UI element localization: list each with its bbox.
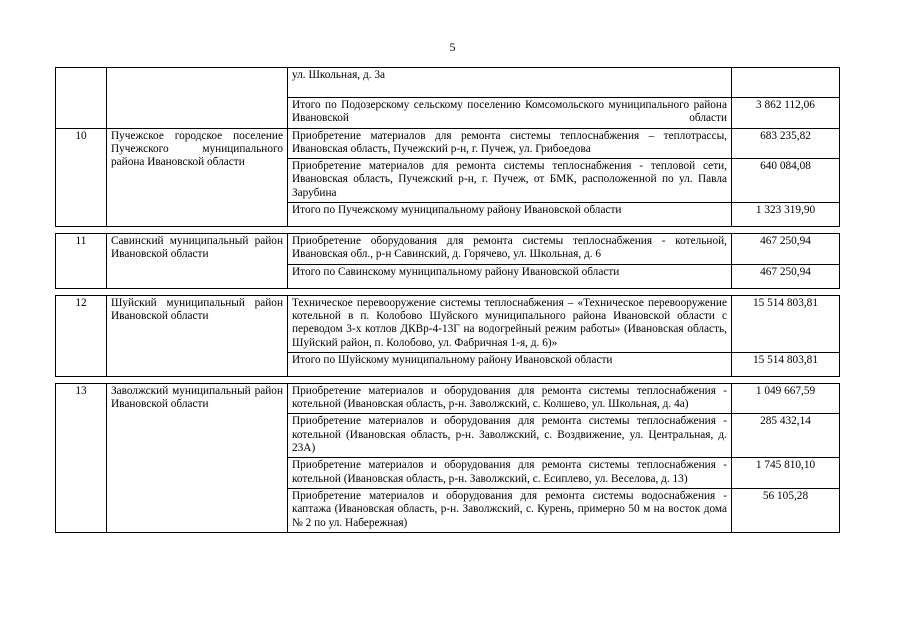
amount: 640 084,08	[732, 159, 840, 203]
subtotal-description: Итого по Подозерскому сельскому поселению Комсомольского муниципального района Ивановской области	[288, 98, 732, 129]
table-row	[56, 234, 840, 265]
row-number	[56, 68, 107, 129]
table-spacer	[56, 288, 840, 295]
amount: 467 250,94	[732, 234, 840, 265]
work-description: Приобретение материалов для ремонта системы теплоснабжения - тепловой сети, Ивановская область, Пучежский р-н, г. Пучеж, от БМК, расположенной по ул. Павла Зарубина	[288, 159, 732, 203]
subtotal-amount: 3 862 112,06	[732, 98, 840, 129]
row-number: 10	[56, 128, 107, 226]
amount: 15 514 803,81	[732, 295, 840, 352]
subtotal-amount: 467 250,94	[732, 264, 840, 288]
amount: 1 745 810,10	[732, 458, 840, 489]
municipality-name: Заволжский муниципальный район Ивановской области	[107, 383, 288, 532]
page-number: 5	[449, 40, 456, 54]
table-spacer	[56, 227, 840, 234]
amount: 1 049 667,59	[732, 383, 840, 414]
municipality-name: Пучежское городское поселение Пучежского муниципального района Ивановской области	[107, 128, 288, 226]
work-description: ул. Школьная, д. 3а	[288, 68, 732, 98]
funding-table	[55, 67, 840, 533]
subtotal-description: Итого по Шуйскому муниципальному району Ивановской области	[288, 352, 732, 376]
table-spacer	[56, 376, 840, 383]
table-row	[56, 295, 840, 352]
amount: 683 235,82	[732, 128, 840, 159]
row-number: 11	[56, 234, 107, 289]
table-row	[56, 128, 840, 159]
subtotal-description: Итого по Савинскому муниципальному району Ивановской области	[288, 264, 732, 288]
work-description: Приобретение оборудования для ремонта системы теплоснабжения - котельной, Ивановская обл., р-н Савинский, д. Горячево, ул. Школьная, д. 6	[288, 234, 732, 265]
municipality-name: Савинский муниципальный район Ивановской области	[107, 234, 288, 289]
subtotal-amount: 15 514 803,81	[732, 352, 840, 376]
work-description: Приобретение материалов и оборудования для ремонта системы теплоснабжения - котельной (Ивановская область, р-н. Заволжский, с. Колшево, ул. Школьная, д. 4а)	[288, 383, 732, 414]
table-row	[56, 383, 840, 414]
work-description: Техническое перевооружение системы теплоснабжения – «Техническое перевооружение котельной в п. Колобово Шуйского муниципального района Ивановской области с переводом 3-х котлов ДКВр-4-13Г на водогрейный режим работы» (Ивановская область, Шуйский район, п. Колобово, ул. Фабричная 1-я, д. 6)»	[288, 295, 732, 352]
amount: 56 105,28	[732, 488, 840, 532]
amount: 285 432,14	[732, 414, 840, 458]
row-number: 13	[56, 383, 107, 532]
work-description: Приобретение материалов и оборудования для ремонта системы водоснабжения - каптажа (Ивановская область, р-н. Заволжский, с. Курень, примерно 50 м на восток дома № 2 по ул. Набережная)	[288, 488, 732, 532]
table-row	[56, 68, 840, 98]
municipality-name: Шуйский муниципальный район Ивановской области	[107, 295, 288, 376]
municipality-name	[107, 68, 288, 129]
work-description: Приобретение материалов и оборудования для ремонта системы теплоснабжения - котельной (Ивановская область, р-н. Заволжский, с. Воздвижение, ул. Центральная, д. 23А)	[288, 414, 732, 458]
work-description: Приобретение материалов и оборудования для ремонта системы теплоснабжения - котельной (Ивановская область, р-н. Заволжский, с. Есиплево, ул. Веселова, д. 13)	[288, 458, 732, 489]
subtotal-amount: 1 323 319,90	[732, 203, 840, 227]
subtotal-description: Итого по Пучежскому муниципальному району Ивановской области	[288, 203, 732, 227]
amount	[732, 68, 840, 98]
work-description: Приобретение материалов для ремонта системы теплоснабжения – теплотрассы, Ивановская область, Пучежский р-н, г. Пучеж, ул. Грибоедова	[288, 128, 732, 159]
row-number: 12	[56, 295, 107, 376]
